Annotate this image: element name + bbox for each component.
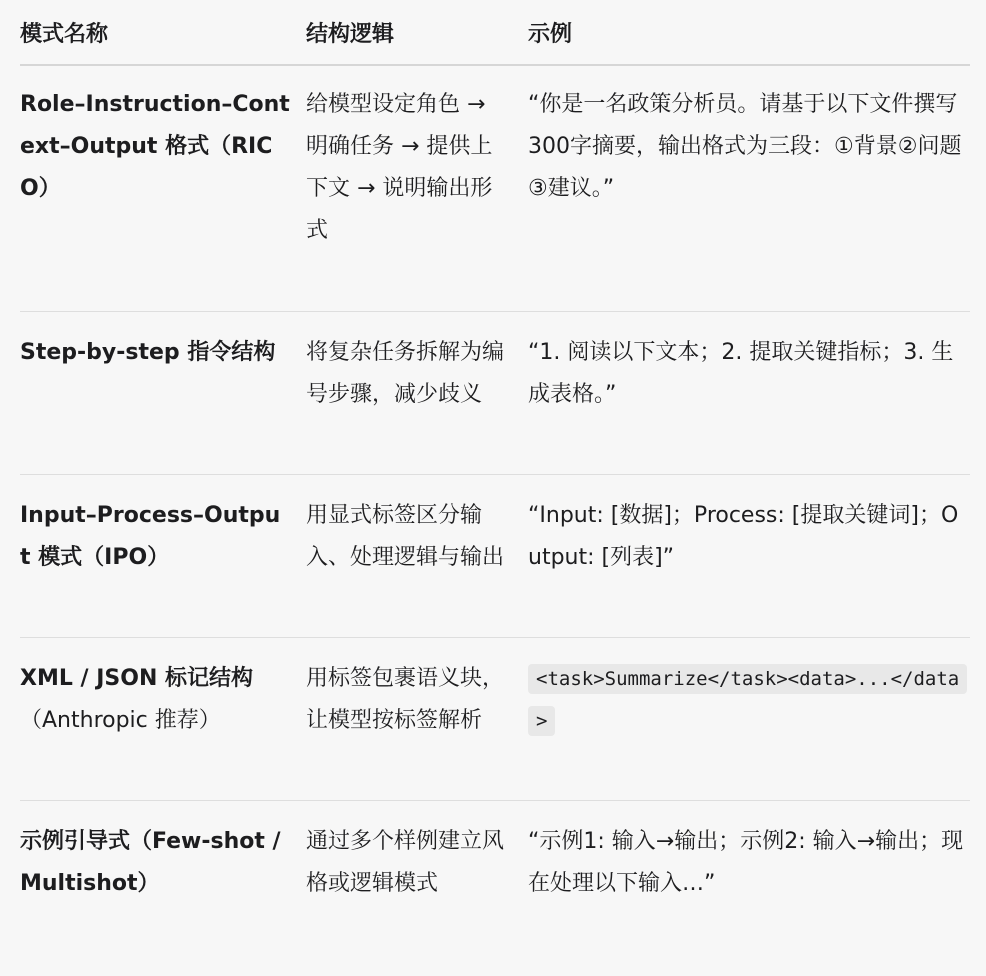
- pattern-table: [20, 0, 970, 975]
- pattern-name-cell: Step-by-step 指令结构: [20, 340, 276, 365]
- structure-logic-cell: 给模型设定角色 → 明确任务 → 提供上下文 → 说明输出形式: [306, 92, 493, 243]
- structure-logic-cell: 将复杂任务拆解为编号步骤，减少歧义: [306, 340, 505, 407]
- example-code: <task>Summarize</task><data>...</data>: [528, 664, 967, 736]
- example-cell: “Input: [数据]；Process: [提取关键词]；Output: [列表]”: [528, 503, 959, 570]
- structure-logic-cell: 用标签包裹语义块，让模型按标签解析: [306, 666, 505, 733]
- pattern-name-cell: Role–Instruction–Context–Output 格式（RICO）: [20, 92, 290, 201]
- pattern-name-cell: 示例引导式（Few-shot / Multishot）: [20, 829, 281, 896]
- table-row: [20, 475, 970, 638]
- structure-logic-cell: 用显式标签区分输入、处理逻辑与输出: [306, 503, 505, 570]
- example-cell: “示例1: 输入→输出；示例2: 输入→输出；现在处理以下输入…”: [528, 829, 964, 896]
- header-pattern-name: 模式名称: [20, 22, 109, 47]
- header-example: 示例: [528, 22, 573, 47]
- table-row: [20, 801, 970, 975]
- pattern-name-cell: [20, 638, 306, 800]
- example-cell: “你是一名政策分析员。请基于以下文件撰写300字摘要，输出格式为三段：①背景②问题③建议。”: [528, 92, 962, 201]
- table-row: [20, 312, 970, 475]
- pattern-name-note: （Anthropic 推荐）: [20, 708, 221, 733]
- header-structure-logic: 结构逻辑: [306, 22, 395, 47]
- table-header-row: [20, 0, 970, 66]
- pattern-name-cell: Input–Process–Output 模式（IPO）: [20, 503, 281, 570]
- example-cell: “1. 阅读以下文本；2. 提取关键指标；3. 生成表格。”: [528, 340, 954, 407]
- table-row: [20, 66, 970, 312]
- example-cell: [528, 638, 970, 800]
- structure-logic-cell: 通过多个样例建立风格或逻辑模式: [306, 829, 505, 896]
- pattern-name-text: XML / JSON 标记结构: [20, 666, 254, 691]
- table-row: [20, 638, 970, 801]
